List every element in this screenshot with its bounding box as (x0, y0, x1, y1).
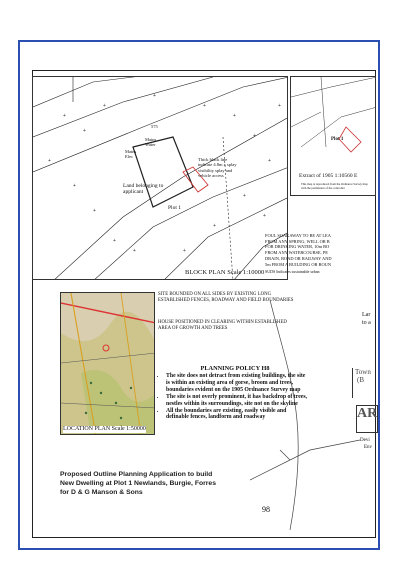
svg-text:+: + (253, 133, 256, 139)
application-title (60, 470, 290, 498)
label-mains-elec: Mains Elec (125, 149, 137, 160)
extract-1905-map (290, 76, 376, 196)
extract-fine-print: This map is reproduced from the Ordnance Survey map with the permission of the controller (301, 182, 368, 190)
svg-text:+: + (153, 93, 156, 99)
svg-text:+: + (73, 183, 76, 189)
policy-heading: PLANNING POLICY H8 (200, 365, 270, 372)
svg-text:+: + (133, 248, 136, 254)
policy-list (160, 373, 310, 421)
fragment-env: Env (364, 445, 373, 450)
fragment-b: (B (357, 376, 364, 384)
svg-text:+: + (48, 158, 51, 164)
fragment-town: Town (355, 368, 371, 376)
policy-item: • The site does not detract from existing buildings, the site is within an existing area of gorse, broom and trees, boundaries evident on the 1905 Ordnance Survey map (166, 373, 310, 393)
ar-box: AR (356, 405, 378, 433)
location-plan-drawing (61, 293, 155, 435)
block-plan-drawing (33, 77, 288, 280)
svg-text:+: + (83, 128, 86, 134)
suds-note: SUDS Indicates sustainable urban (265, 269, 320, 275)
page-number: 98 (262, 505, 270, 514)
title-line: for D & G Manson & Sons (60, 489, 143, 497)
label-575: 575 (151, 124, 158, 129)
drainage-line: FOUL SOAKAWAY TO BE AT LEA (265, 233, 331, 238)
house-positioned-note: HOUSE POSITIONED IN CLEARING WITHIN ESTABLISHED AREA OF GROWTH AND TREES (158, 320, 287, 332)
svg-text:+: + (183, 248, 186, 254)
title-line: New Dwelling at Plot 1 Newlands, Burgie, Forres (60, 480, 216, 488)
label-land-belonging: Land belonging to applicant (123, 183, 164, 196)
svg-text:+: + (268, 158, 271, 164)
fragment-dev: Devi (360, 438, 370, 443)
fragment-to: to a (362, 320, 371, 326)
fragment-lar: Lar (362, 312, 371, 318)
label-plot1: Plot 1 (168, 205, 181, 211)
drainage-line: DRAIN, ROAD OR RAILWAY AND (265, 255, 332, 261)
planning-policy (160, 365, 310, 421)
location-plan-map (60, 292, 155, 435)
title-line: Proposed Outline Planning Application to build (60, 471, 213, 478)
drainage-line: FROM ANY SPRING, WELL OR B (265, 238, 330, 244)
svg-text:+: + (203, 103, 206, 109)
drainage-line: 5m FROM A BUILDING OR BOUN (265, 261, 331, 267)
site-bounded-note: SITE BOUNDED ON ALL SIDES BY EXISTING LONG ESTABLISHED FENCES, ROADWAY AND FIELD BOUNDARIES (158, 292, 294, 304)
block-plan-caption: BLOCK PLAN Scale 1:10000 (185, 269, 265, 276)
label-visibility-splay: Thick black line indicate 4.8m x splay visibility splay and vehicle access (198, 157, 237, 179)
drainage-line: FROM ANY WATERCOURSE, PE (265, 250, 328, 256)
extract-plot1: Plot 1 (331, 137, 344, 142)
svg-text:+: + (113, 238, 116, 244)
drainage-line: FOR DRINKING WATER, 10m BO (265, 244, 330, 250)
policy-item: • The site is not overly prominent, it has backdrop of trees, nestles within its surroundings, site not on the skyline (166, 394, 310, 408)
svg-text:+: + (63, 113, 66, 119)
extract-caption: Extract of 1905 1:10560 E (299, 173, 358, 179)
svg-text:+: + (93, 208, 96, 214)
location-plan-caption: LOCATION PLAN Scale 1:50000 (63, 426, 146, 432)
svg-text:+: + (103, 103, 106, 109)
policy-item: • All the boundaries are existing, easily visible and definable fences, landform and roadway (166, 408, 310, 422)
svg-text:+: + (213, 223, 216, 229)
svg-text:+: + (233, 113, 236, 119)
svg-text:+: + (243, 193, 246, 199)
svg-text:+: + (278, 103, 281, 109)
svg-text:+: + (263, 213, 266, 219)
label-mains-water: Mains Water (145, 137, 157, 148)
drainage-notes (265, 233, 380, 275)
block-plan-map (32, 76, 288, 280)
